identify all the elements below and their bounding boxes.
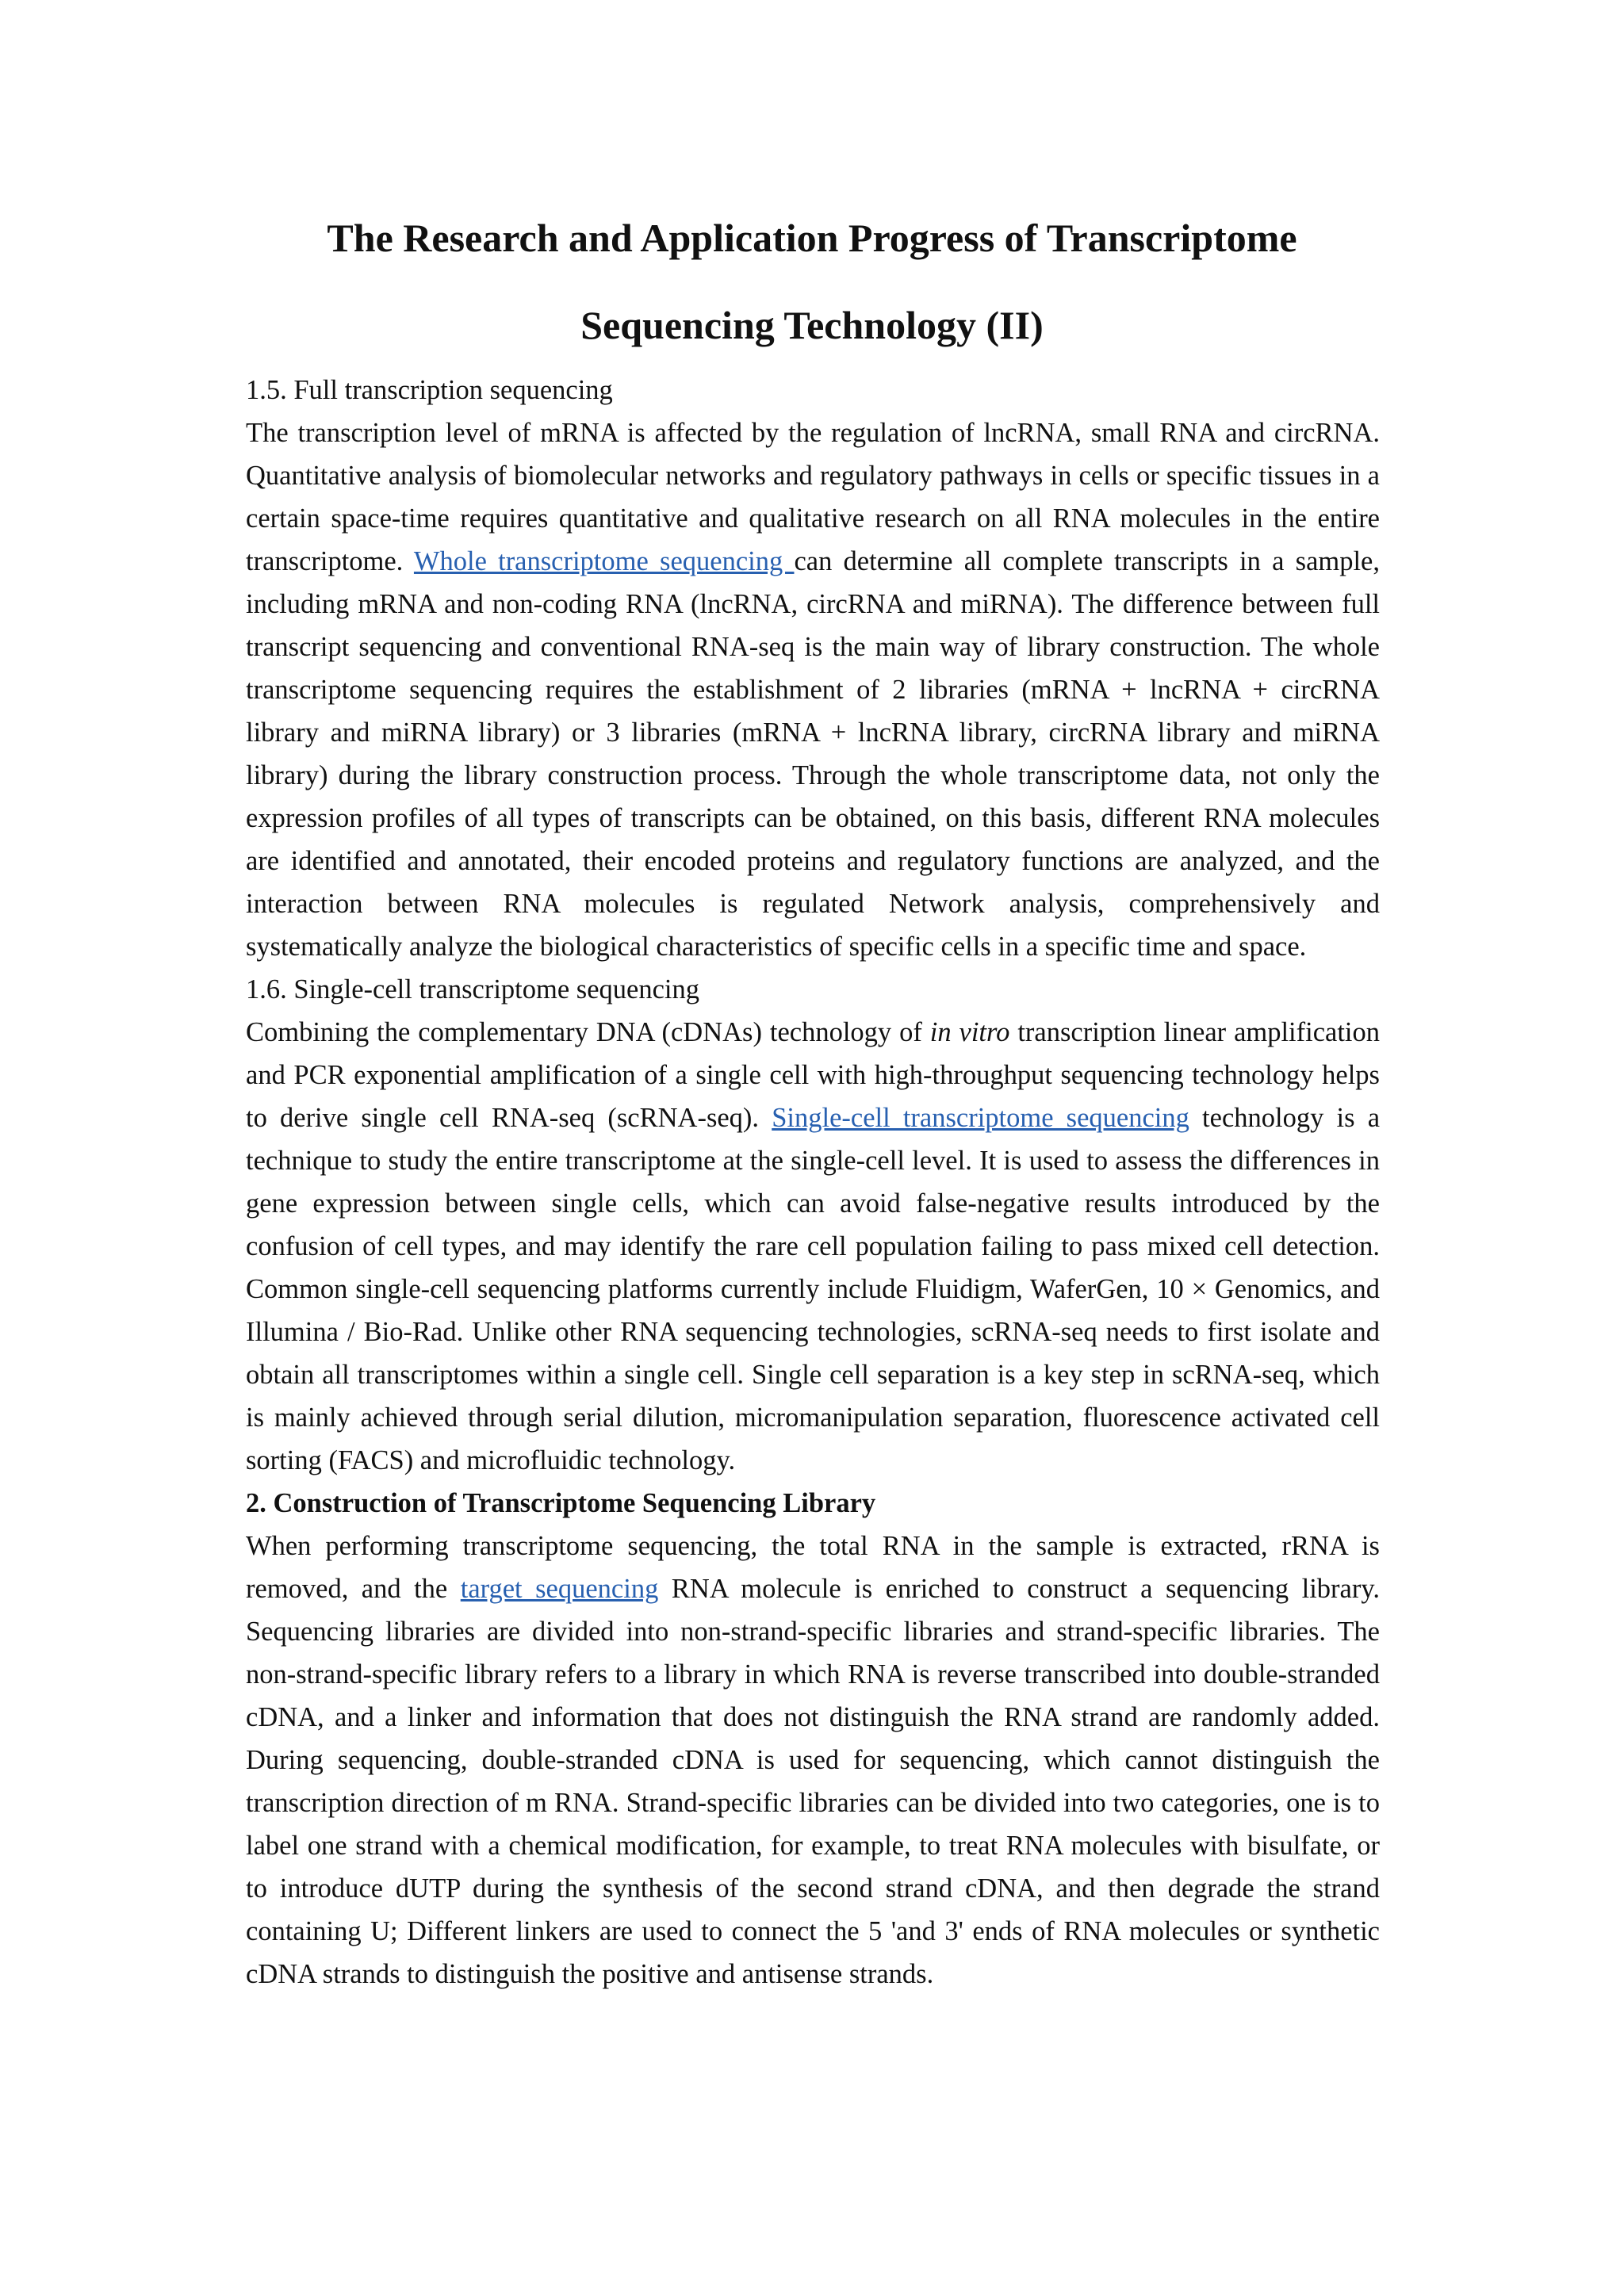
- document-title-line-2: Sequencing Technology (II): [580, 303, 1044, 347]
- paragraph-text: technology is a technique to study the entire transcriptome at the single-cell level. It is used to assess the differences in gene expression between single cells, which can avoid false-negative results introduced by the confusion of cell types, and may identify the rare cell population failing to pass mixed cell detection. Common single-cell sequencing platforms currently include Fluidigm, WaferGen, 10 × Genomics, and Illumina / Bio-Rad. Unlike other RNA sequencing technologies, scRNA-seq needs to first isolate and obtain all transcriptomes within a single cell. Single cell separation is a key step in scRNA-seq, which is mainly achieved through serial dilution, micromanipulation separation, fluorescence activated cell sorting (FACS) and microfluidic technology.: [246, 1103, 1381, 1475]
- whole-transcriptome-sequencing-link[interactable]: Whole transcriptome sequencing: [413, 546, 795, 576]
- paragraph-text: transcription linear amplification and PCR exponential amplification of a single cell with high-throughput sequencing technology helps to derive single cell RNA-seq (scRNA-seq).: [246, 1017, 1381, 1133]
- paragraph-text: Combining the complementary DNA (cDNAs) technology of: [246, 1017, 930, 1047]
- paragraph-text: The transcription level of mRNA is affected by the regulation of lncRNA, small RNA and circRNA. Quantitative analysis of biomolecular networks and regulatory pathways in cells or specific tissues in a certain space-time requires quantitative and qualitative research on all RNA molecules in the entire transcriptome.: [246, 418, 1380, 576]
- paragraph-text: When performing transcriptome sequencing, the total RNA in the sample is extracted, rRNA is removed, and the: [246, 1531, 1380, 1604]
- paragraph-single-cell: [246, 1011, 1380, 1482]
- document-title-line-1: The Research and Application Progress of Transcriptome: [327, 216, 1297, 260]
- section-heading-1-5: 1.5. Full transcription sequencing: [246, 375, 613, 405]
- italic-term: in vitro: [929, 1017, 1010, 1047]
- document-body: [246, 369, 1380, 1996]
- paragraph-text: can determine all complete transcripts in a sample, including mRNA and non-coding RNA (lncRNA, circRNA and miRNA). The difference between full transcript sequencing and conventional RNA-seq is the main way of library construction. The whole transcriptome sequencing requires the establishment of 2 libraries (mRNA + lncRNA + circRNA library and miRNA library) or 3 libraries (mRNA + lncRNA library, circRNA library and miRNA library) during the library construction process. Through the whole transcriptome data, not only the expression profiles of all types of transcripts can be obtained, on this basis, different RNA molecules are identified and annotated, their encoded proteins and regulatory functions are analyzed, and the interaction between RNA molecules is regulated Network analysis, comprehensively and systematically analyze the biological characteristics of specific cells in a specific time and space.: [246, 546, 1380, 962]
- paragraph-library-construction: [246, 1525, 1380, 1996]
- single-cell-transcriptome-sequencing-link[interactable]: Single-cell transcriptome sequencing: [772, 1103, 1189, 1133]
- section-heading-2: 2. Construction of Transcriptome Sequencing Library: [246, 1488, 876, 1518]
- paragraph-text: RNA molecule is enriched to construct a sequencing library. Sequencing libraries are divided into non-strand-specific libraries and strand-specific libraries. The non-strand-specific library refers to a library in which RNA is reverse transcribed into double-stranded cDNA, and a linker and information that does not distinguish the RNA strand are randomly added. During sequencing, double-stranded cDNA is used for sequencing, which cannot distinguish the transcription direction of m RNA. Strand-specific libraries can be divided into two categories, one is to label one strand with a chemical modification, for example, to treat RNA molecules with bisulfate, or to introduce dUTP during the synthesis of the second strand cDNA, and then degrade the strand containing U; Different linkers are used to connect the 5 'and 3' ends of RNA molecules or synthetic cDNA strands to distinguish the positive and antisense strands.: [246, 1574, 1380, 1989]
- target-sequencing-link[interactable]: target sequencing: [460, 1574, 659, 1604]
- section-heading-1-6: 1.6. Single-cell transcriptome sequencing: [246, 974, 699, 1004]
- paragraph-full-transcription: [246, 411, 1380, 968]
